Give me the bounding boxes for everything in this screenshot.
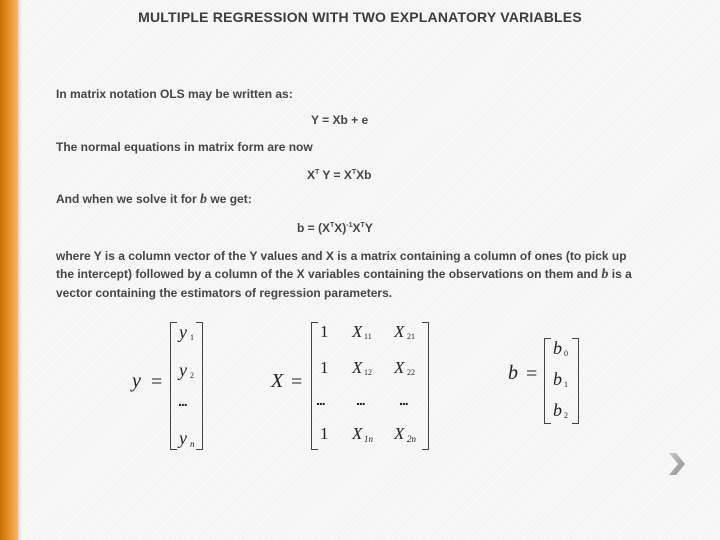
slide-title: MULTIPLE REGRESSION WITH TWO EXPLANATORY VARIABLES bbox=[138, 9, 582, 25]
matrix-x-left-bracket bbox=[311, 322, 318, 450]
matrix-x-right-bracket bbox=[422, 322, 429, 450]
chevron-right-icon[interactable] bbox=[666, 452, 688, 476]
equation-normal: $X^T$ $Y = X^TXb$ bbox=[307, 168, 372, 182]
matrix-y-left-bracket bbox=[170, 322, 177, 450]
explanation-paragraph: where Y is a column vector of the Y values and X is a matrix containing a column of ones (to pick up the intercept) followed by a column of the X variables containing the observations on them and b is a vector containing the estimators of regression parameters. bbox=[56, 249, 632, 300]
matrix-b-right-bracket bbox=[572, 338, 579, 424]
text-solve: And when we solve it for b we get: bbox=[56, 192, 252, 207]
equation-solution: $b = (X^TX)^{-1}X^TY$ bbox=[297, 221, 373, 235]
text-normal-equations: The normal equations in matrix form are now bbox=[56, 140, 313, 154]
matrix-y-right-bracket bbox=[196, 322, 203, 450]
equation-model: Y = Xb + e bbox=[311, 113, 369, 127]
text-ols-intro: In matrix notation OLS may be written as: bbox=[56, 87, 293, 101]
accent-bar bbox=[0, 0, 18, 540]
matrix-b-left-bracket bbox=[544, 338, 551, 424]
